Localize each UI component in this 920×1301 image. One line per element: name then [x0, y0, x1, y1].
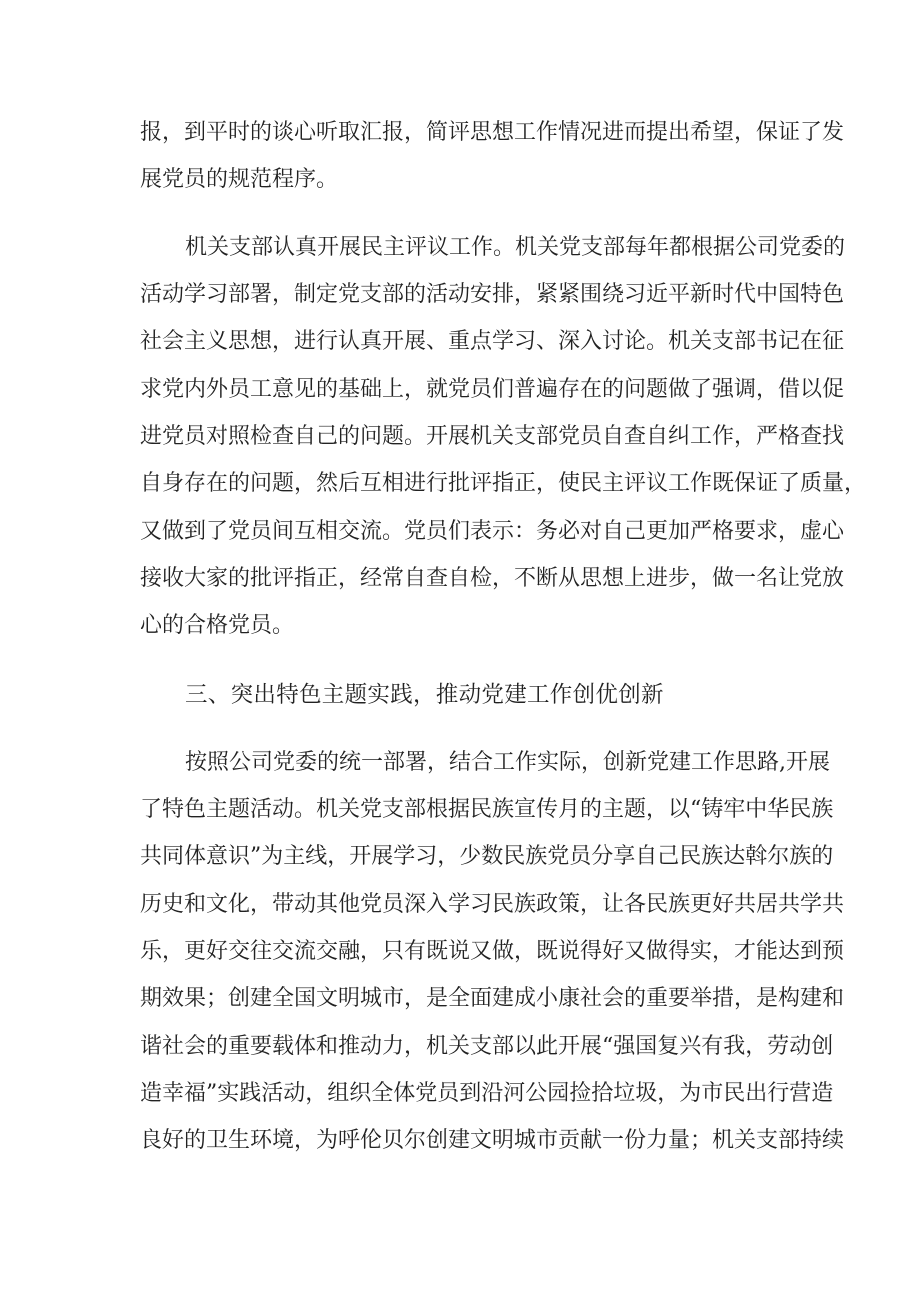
paragraph-line: 良好的卫生环境，为呼伦贝尔创建文明城市贡献一份力量；机关支部持续 [140, 1128, 845, 1153]
paragraph-line: 报，到平时的谈心听取汇报，简评思想工作情况进而提出希望，保证了发 [140, 120, 845, 145]
paragraph-line: 求党内外员工意见的基础上，就党员们普遍存在的问题做了强调，借以促 [140, 377, 845, 402]
paragraph-line: 谐社会的重要载体和推动力，机关支部以此开展“强国复兴有我，劳动创 [140, 1034, 834, 1059]
paragraph-line: 心的合格党员。 [140, 613, 295, 638]
section-heading: 三、突出特色主题实践，推动党建工作创优创新 [185, 682, 664, 708]
paragraph-line: 展党员的规范程序。 [140, 167, 339, 192]
paragraph-line: 共同体意识”为主线，开展学习，少数民族党员分享自己民族达斡尔族的 [140, 844, 834, 869]
paragraph-line: 历史和文化，带动其他党员深入学习民族政策，让各民族更好共居共学共 [140, 892, 845, 917]
paragraph-line: 又做到了党员间互相交流。党员们表示：务必对自己更加严格要求，虚心 [140, 519, 845, 544]
paragraph-line: 社会主义思想，进行认真开展、重点学习、深入讨论。机关支部书记在征 [140, 329, 845, 354]
paragraph-line: 自身存在的问题，然后互相进行批评指正，使民主评议工作既保证了质量， [140, 471, 867, 496]
paragraph-line: 按照公司党委的统一部署，结合工作实际，创新党建工作思路,开展 [185, 750, 830, 775]
paragraph-line: 活动学习部署，制定党支部的活动安排，紧紧围绕习近平新时代中国特色 [140, 282, 845, 307]
paragraph-line: 造幸福”实践活动，组织全体党员到沿河公园捡拾垃圾，为市民出行营造 [140, 1081, 834, 1106]
paragraph-line: 进党员对照检查自己的问题。开展机关支部党员自查自纠工作，严格查找 [140, 424, 845, 449]
paragraph-line: 期效果；创建全国文明城市，是全面建成小康社会的重要举措，是构建和 [140, 986, 845, 1011]
paragraph-line: 机关支部认真开展民主评议工作。机关党支部每年都根据公司党委的 [185, 235, 846, 260]
paragraph-line: 了特色主题活动。机关党支部根据民族宣传月的主题，以“铸牢中华民族 [140, 797, 834, 822]
paragraph-line: 接收大家的批评指正，经常自查自检，不断从思想上进步，做一名让党放 [140, 566, 845, 591]
paragraph-line: 乐，更好交往交流交融，只有既说又做，既说得好又做得实，才能达到预 [140, 939, 845, 964]
